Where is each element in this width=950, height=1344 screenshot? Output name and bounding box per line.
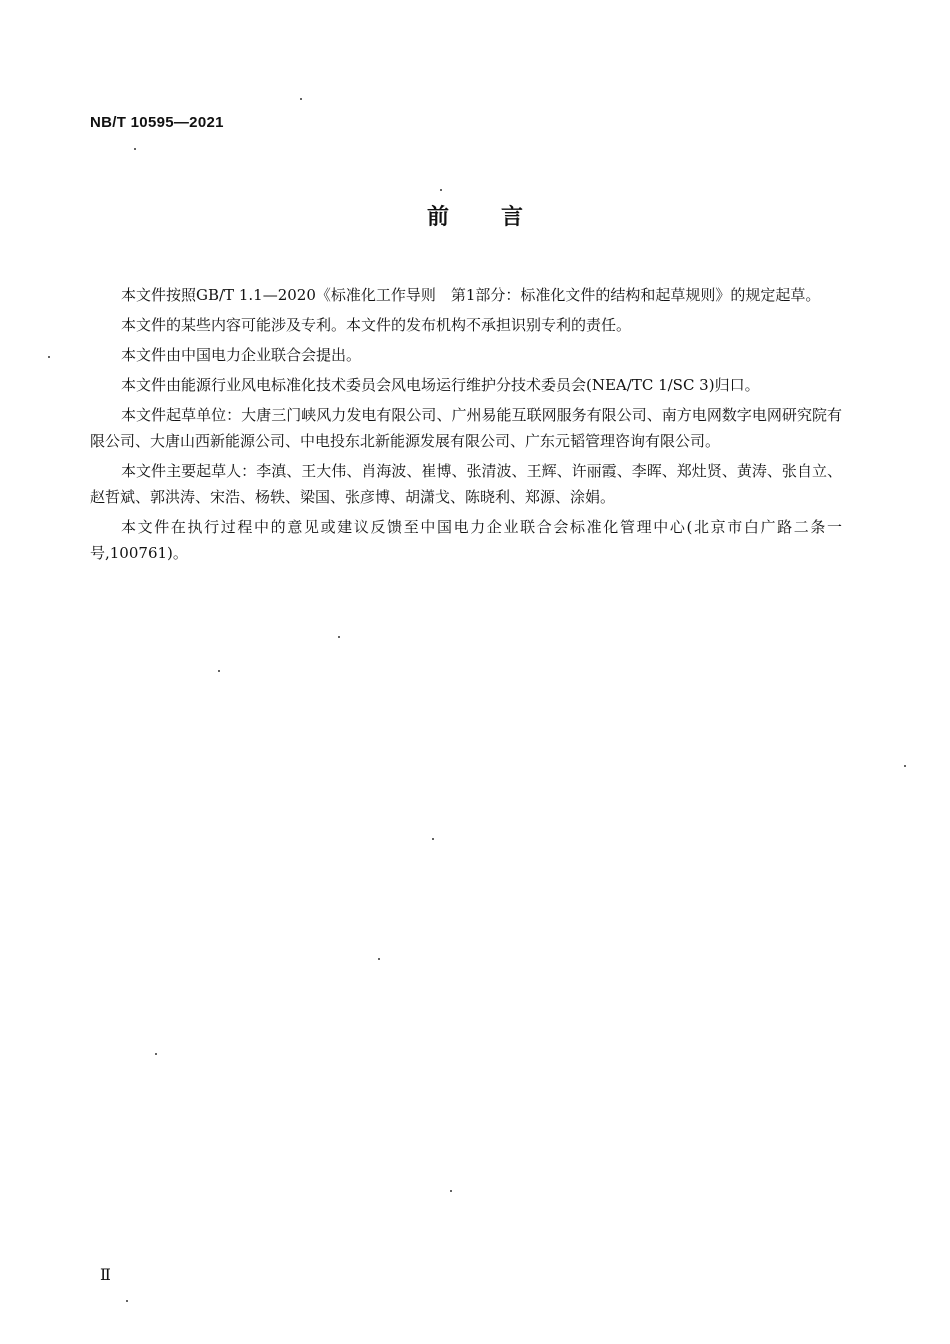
title-char-1: 前 [426,205,449,230]
paragraph-technical-committee: 本文件由能源行业风电标准化技术委员会风电场运行维护分技术委员会(NEA/TC 1/SC 3)归口。 [121,376,760,394]
page-title [0,200,950,231]
scan-speck [378,958,380,960]
foreword-body [90,282,842,570]
scan-speck [218,670,220,672]
scan-speck [450,1190,452,1192]
scan-speck [48,356,50,358]
scan-speck [904,765,906,767]
standard-code: NB/T 10595—2021 [90,114,224,131]
paragraph-drafting-organizations: 本文件起草单位：大唐三门峡风力发电有限公司、广州易能互联网服务有限公司、南方电网数字电网研究院有限公司、大唐山西新能源公司、中电投东北新能源发展有限公司、广东元韬管理咨询有限公司。 [90,406,842,450]
scan-speck [440,189,442,191]
paragraph-drafting-rules: 本文件按照GB/T 1.1—2020《标准化工作导则 第1部分：标准化文件的结构和起草规则》的规定起草。 [121,286,821,304]
scan-speck [134,148,136,150]
scan-speck [432,838,434,840]
paragraph-patent-notice: 本文件的某些内容可能涉及专利。本文件的发布机构不承担识别专利的责任。 [121,316,632,334]
paragraph-feedback: 本文件在执行过程中的意见或建议反馈至中国电力企业联合会标准化管理中心(北京市白广路二条一号,100761)。 [90,518,842,562]
page-number: Ⅱ [100,1265,111,1284]
scan-speck [338,636,340,638]
paragraph-proposer: 本文件由中国电力企业联合会提出。 [121,346,362,364]
scan-speck [300,98,302,100]
paragraph-drafters: 本文件主要起草人：李滇、王大伟、肖海波、崔博、张清波、王辉、许丽霞、李晖、郑灶贤、黄涛、张自立、赵哲斌、郭洪涛、宋浩、杨轶、梁国、张彦博、胡潇戈、陈晓利、郑源、涂娟。 [90,462,842,506]
scan-speck [126,1300,128,1302]
scan-speck [155,1053,157,1055]
title-char-2: 言 [501,205,524,230]
